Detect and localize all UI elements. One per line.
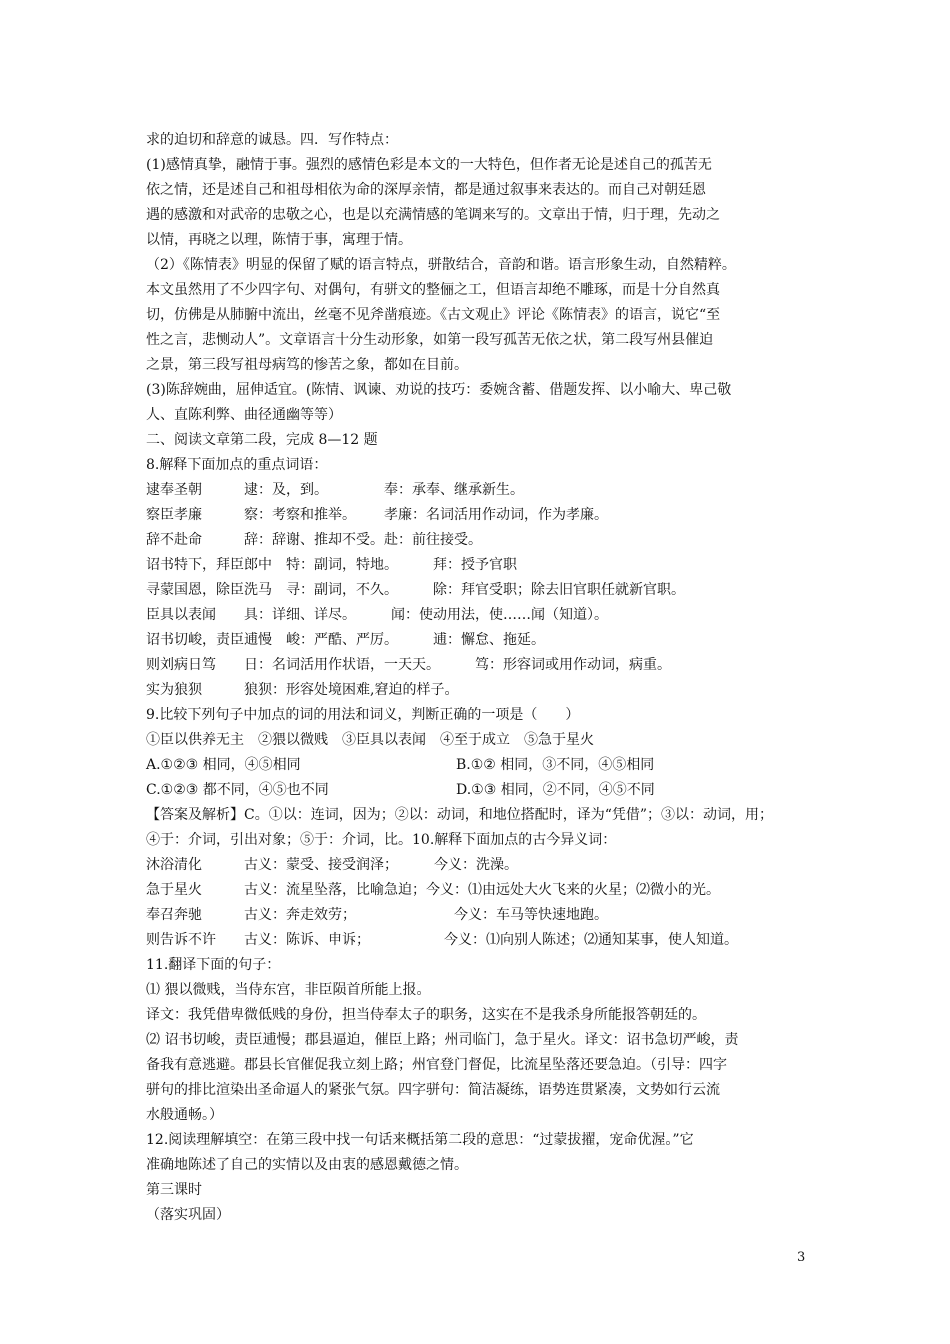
archaic-meaning: 古义：流星坠落，比喻急迫；	[244, 882, 426, 898]
translation-line: 水般通畅。）	[146, 1107, 223, 1123]
question-9-items: ①臣以供养无主 ②猥以微贱 ③臣具以表闻 ④至于成立 ⑤急于星火	[146, 732, 594, 748]
text-line: 性之言，悲恻动人”。文章语言十分生动形象，如第一段写孤苦无依之状，第二段写州县催迫	[146, 332, 714, 348]
archaic-phrase: 急于星火	[146, 882, 202, 898]
archaic-word-row	[146, 903, 816, 928]
vocab-gloss: 逮：及，到。	[244, 482, 328, 498]
vocab-gloss: 奉：承奉、继承新生。	[384, 482, 524, 498]
vocab-gloss: 除：拜官受职；除去旧官职任就新官职。	[433, 582, 685, 598]
sentence-line: ⑵ 诏书切峻，责臣逋慢；郡县逼迫，催臣上路；州司临门，急于星火。译文：诏书急切严峻，责	[146, 1032, 739, 1048]
text-line: （2）《陈情表》明显的保留了赋的语言特点，骈散结合，音韵和谐。语言形象生动，自然精粹。	[146, 257, 736, 273]
option-a: A.①②③ 相同，④⑤相同	[146, 757, 301, 773]
archaic-phrase: 则告诉不许	[146, 932, 216, 948]
vocab-phrase: 则刘病日笃	[146, 657, 216, 673]
text-line: 之景，第三段写祖母病笃的惨苦之象，都如在目前。	[146, 357, 468, 373]
question-12-line: 12.阅读理解填空：在第三段中找一句话来概括第二段的意思：“过蒙拔擢，宠命优渥。”它	[146, 1132, 694, 1148]
vocab-gloss: 寻：副词，不久。	[286, 582, 391, 598]
question-9-stem: 9.比较下列句子中加点的词的用法和词义，判断正确的一项是（ ）	[146, 707, 580, 723]
vocab-row	[146, 478, 816, 503]
vocab-phrase: 逮奉圣朝	[146, 482, 202, 498]
vocab-phrase: 实为狼狈	[146, 682, 202, 698]
archaic-meaning: 古义：蒙受、接受润泽；	[244, 857, 398, 873]
archaic-phrase: 奉召奔驰	[146, 907, 202, 923]
page-body	[146, 128, 816, 1228]
vocab-row	[146, 603, 816, 628]
answer-explanation: ④于：介词，引出对象；⑤于：介词，比。10.解释下面加点的古今异义词：	[146, 832, 617, 848]
vocab-row	[146, 578, 816, 603]
archaic-phrase: 沐浴清化	[146, 857, 202, 873]
archaic-meaning: 古义：陈诉、申诉；	[244, 932, 370, 948]
vocab-phrase: 臣具以表闻	[146, 607, 216, 623]
text-line: 切，仿佛是从肺腑中流出，丝毫不见斧凿痕迹。《古文观止》评论《陈情表》的语言，说它“至	[146, 307, 721, 323]
section-heading: 二、阅读文章第二段，完成 8—12 题	[146, 432, 378, 448]
vocab-gloss: 狼狈：形容处境困难,窘迫的样子。	[244, 682, 459, 698]
vocab-gloss: 辞：辞谢、推却不受。	[244, 532, 384, 548]
vocab-gloss: 孝廉：名词活用作动词，作为孝廉。	[384, 507, 608, 523]
page-number: 3	[797, 1250, 806, 1265]
translation-line: 译文：我凭借卑微低贱的身份，担当侍奉太子的职务，这实在不是我杀身所能报答朝廷的。	[146, 1007, 706, 1023]
question-9-options-cd	[146, 778, 816, 803]
option-d: D.①③ 相同，②不同，④⑤不同	[456, 782, 655, 798]
vocab-phrase: 察臣孝廉	[146, 507, 202, 523]
vocab-gloss: 逋：懈怠、拖延。	[433, 632, 545, 648]
text-line: 本文虽然用了不少四字句、对偶句，有骈文的整俪之工，但语言却绝不雕琢，而是十分自然真	[146, 282, 720, 298]
vocab-gloss: 笃：形容词或用作动词，病重。	[475, 657, 671, 673]
archaic-word-row	[146, 878, 816, 903]
vocab-gloss: 日：名词活用作状语，一天天。	[244, 657, 433, 673]
text-line: (1)感情真挚，融情于事。强烈的感情色彩是本文的一大特色，但作者无论是述自己的孤苦无	[146, 157, 712, 173]
lesson-heading: 第三课时	[146, 1182, 202, 1198]
text-line: 求的迫切和辞意的诚恳。四．写作特点：	[146, 132, 398, 148]
option-b: B.①② 相同，③不同，④⑤相同	[456, 757, 655, 773]
vocab-gloss: 闻：使动用法，使……闻（知道）。	[391, 607, 608, 623]
translation-line: 备我有意逃避。郡县长官催促我立刻上路；州官登门督促，比流星坠落还要急迫。（引导：四字	[146, 1057, 727, 1073]
vocab-phrase: 诏书特下，拜臣郎中	[146, 557, 272, 573]
modern-meaning: 今义：洗澡。	[434, 857, 518, 873]
option-c: C.①②③ 都不同，④⑤也不同	[146, 782, 329, 798]
lesson-subheading: （落实巩固）	[146, 1207, 230, 1223]
modern-meaning: 今义：⑴由远处大火飞来的火星；⑵微小的光。	[426, 882, 720, 898]
text-line: 以情，再晓之以理，陈情于事，寓理于情。	[146, 232, 412, 248]
vocab-row	[146, 503, 816, 528]
vocab-row	[146, 528, 816, 553]
text-line: 人、直陈利弊、曲径通幽等等）	[146, 407, 342, 423]
question-11-stem: 11.翻译下面的句子：	[146, 957, 281, 973]
vocab-gloss: 赴：前往接受。	[384, 532, 482, 548]
modern-meaning: 今义：车马等快速地跑。	[454, 907, 608, 923]
question-8-stem: 8.解释下面加点的重点词语：	[146, 457, 328, 473]
archaic-word-row	[146, 853, 816, 878]
vocab-row	[146, 653, 816, 678]
vocab-phrase: 诏书切峻，责臣逋慢	[146, 632, 272, 648]
text-line: 遇的感激和对武帝的忠敬之心，也是以充满情感的笔调来写的。文章出于情，归于理，先动之	[146, 207, 720, 223]
answer-explanation: 【答案及解析】C。①以：连词，因为；②以：动词，和地位搭配时，译为“凭借”；③以：动词，用；	[146, 807, 774, 823]
vocab-gloss: 峻：严酷、严厉。	[286, 632, 391, 648]
modern-meaning: 今义：⑴向别人陈述；⑵通知某事，使人知道。	[444, 932, 738, 948]
vocab-phrase: 辞不赴命	[146, 532, 202, 548]
vocab-gloss: 拜：授予官职	[433, 557, 517, 573]
archaic-word-row	[146, 928, 816, 953]
vocab-row	[146, 678, 816, 703]
translation-line: 骈句的排比渲染出圣命逼人的紧张气氛。四字骈句：简洁凝练，语势连贯紧凑，文势如行云流	[146, 1082, 720, 1098]
vocab-row	[146, 628, 816, 653]
question-12-line: 准确地陈述了自己的实情以及由衷的感恩戴德之情。	[146, 1157, 468, 1173]
vocab-row	[146, 553, 816, 578]
vocab-phrase: 寻蒙国恩，除臣洗马	[146, 582, 272, 598]
text-line: (3)陈辞婉曲，屈伸适宜。(陈情、讽谏、劝说的技巧：委婉含蓄、借题发挥、以小喻大、卑己敬	[146, 382, 732, 398]
vocab-gloss: 具：详细、详尽。	[244, 607, 349, 623]
archaic-meaning: 古义：奔走效劳；	[244, 907, 356, 923]
text-line: 依之情，还是述自己和祖母相依为命的深厚亲情，都是通过叙事来表达的。而自己对朝廷恩	[146, 182, 706, 198]
sentence-line: ⑴ 猥以微贱，当侍东宫，非臣陨首所能上报。	[146, 982, 431, 998]
vocab-gloss: 特：副词，特地。	[286, 557, 391, 573]
vocab-gloss: 察：考察和推举。	[244, 507, 356, 523]
question-9-options-ab	[146, 753, 816, 778]
